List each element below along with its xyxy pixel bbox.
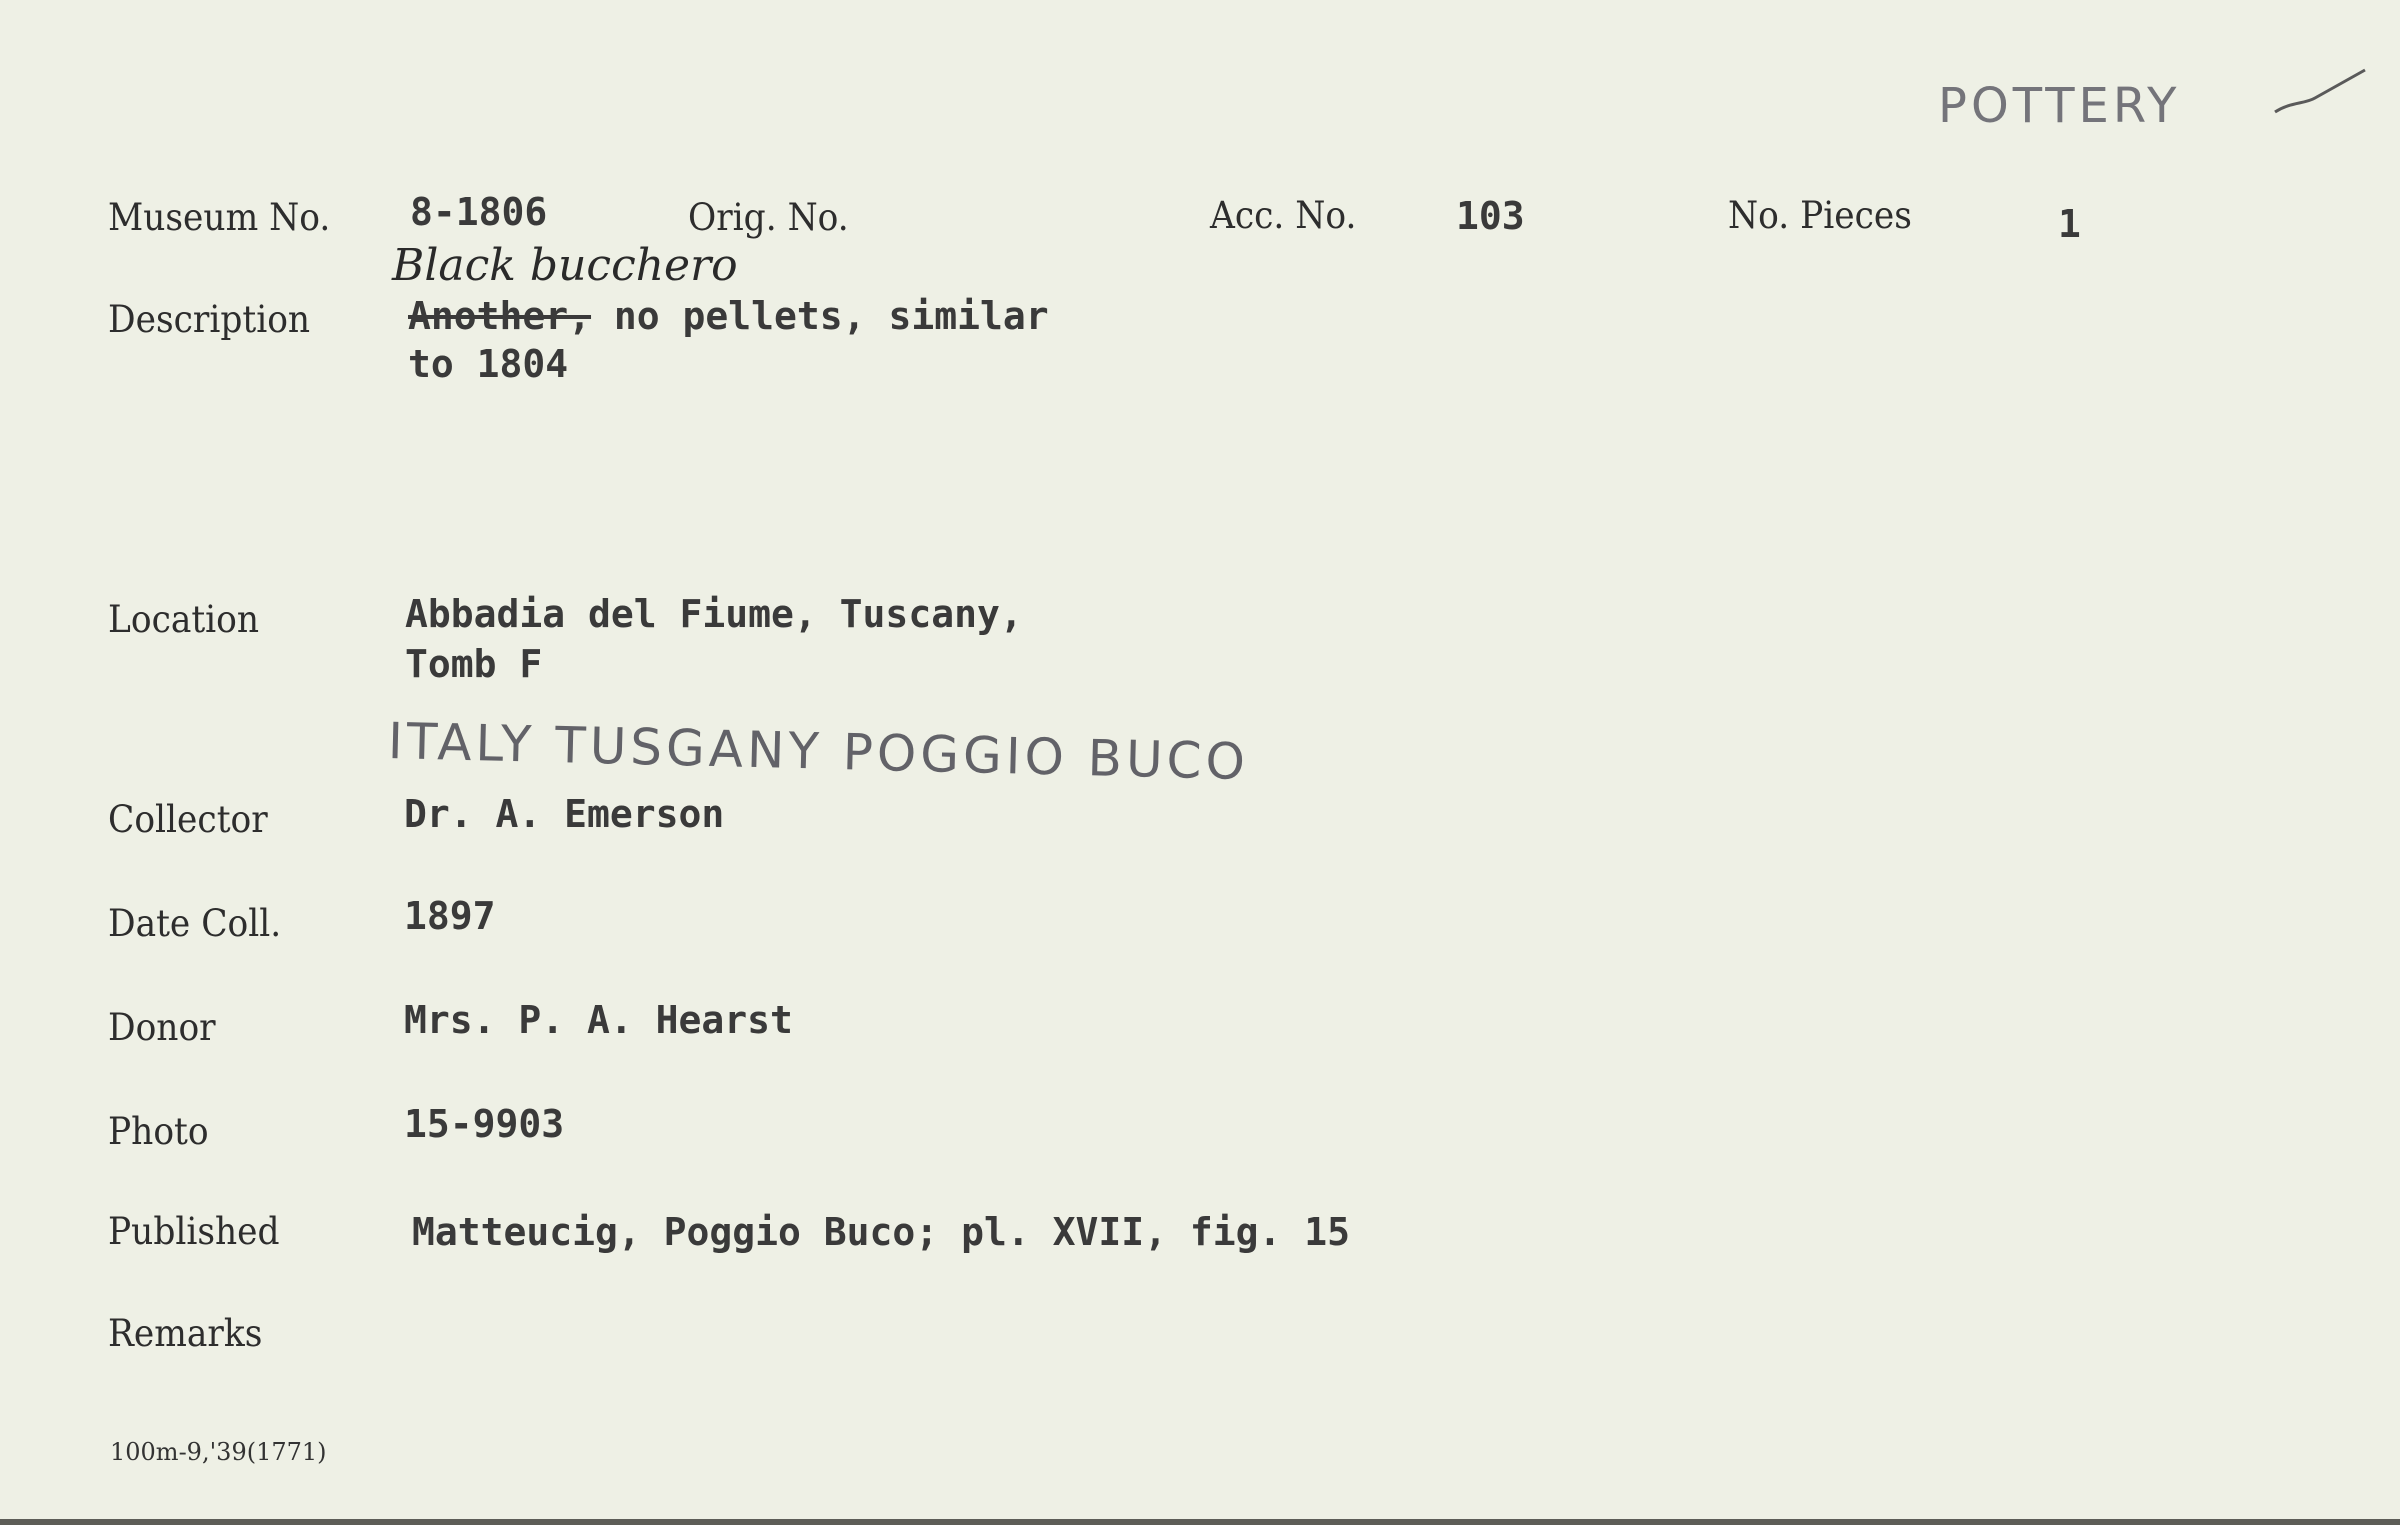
no-pieces-value: 1 (2058, 202, 2081, 246)
date-coll-value: 1897 (404, 894, 496, 938)
museum-no-label: Museum No. (108, 196, 331, 239)
region-stamp: ITALY TUSGANY POGGIO BUCO (387, 712, 1250, 792)
donor-label: Donor (108, 1006, 216, 1049)
acc-no-label: Acc. No. (1210, 194, 1357, 237)
collector-label: Collector (108, 798, 268, 841)
photo-label: Photo (108, 1110, 209, 1153)
acc-no-value: 103 (1456, 194, 1525, 238)
published-value: Matteucig, Poggio Buco; pl. XVII, fig. 15 (412, 1210, 1350, 1254)
orig-no-label: Orig. No. (688, 196, 849, 239)
description-line2: to 1804 (408, 342, 569, 386)
description-line1 (408, 294, 1049, 338)
published-label: Published (108, 1210, 280, 1253)
description-rest: no pellets, similar (591, 294, 1049, 338)
location-label: Location (108, 598, 260, 641)
remarks-label: Remarks (108, 1312, 263, 1355)
no-pieces-label: No. Pieces (1728, 194, 1912, 237)
description-label: Description (108, 298, 311, 341)
form-code: 100m-9,'39(1771) (110, 1438, 327, 1466)
card-bottom-edge (0, 1519, 2400, 1525)
check-mark-icon (2270, 62, 2370, 122)
photo-value: 15-9903 (404, 1102, 565, 1146)
museum-no-value: 8-1806 (410, 190, 548, 234)
date-coll-label: Date Coll. (108, 902, 282, 945)
location-line2: Tomb F (405, 642, 543, 686)
description-struck-word: Another, (408, 294, 592, 338)
donor-value: Mrs. P. A. Hearst (404, 998, 793, 1042)
pottery-stamp: POTTERY (1938, 78, 2181, 134)
description-handwritten: Black bucchero (392, 240, 738, 291)
location-line1: Abbadia del Fiume, Tuscany, (405, 592, 1023, 636)
collector-value: Dr. A. Emerson (404, 792, 725, 836)
